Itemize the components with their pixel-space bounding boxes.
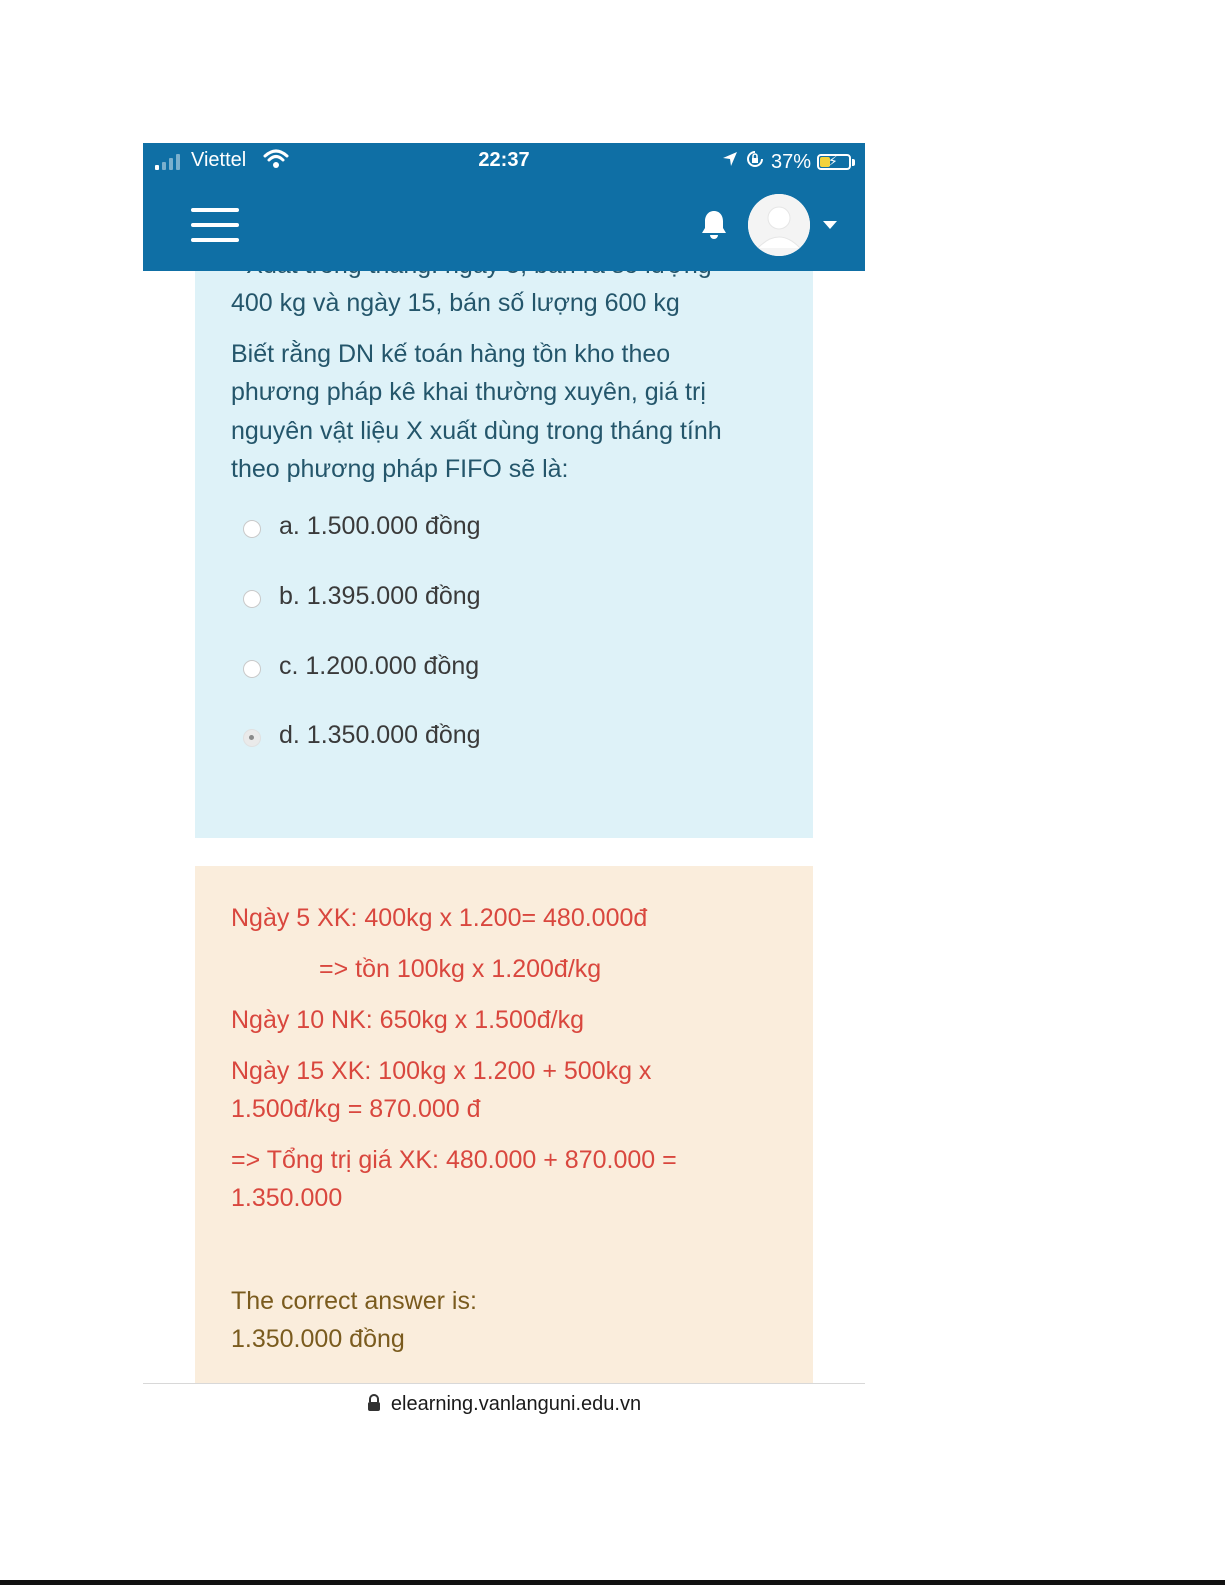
avatar[interactable] [748, 194, 810, 256]
option-label: d. 1.350.000 đồng [279, 721, 481, 749]
top-navbar [143, 181, 865, 271]
battery-charging-icon: ⚡ [817, 154, 851, 170]
question-prompt-line: Biết rằng DN kế toán hàng tồn kho theo [231, 340, 671, 368]
correct-answer-label: The correct answer is: [231, 1287, 477, 1315]
browser-url-bar[interactable] [143, 1383, 865, 1424]
feedback-line: 1.500đ/kg = 870.000 đ [231, 1095, 481, 1123]
option-label: b. 1.395.000 đồng [279, 582, 481, 610]
feedback-line: => Tổng trị giá XK: 480.000 + 870.000 = [231, 1146, 677, 1174]
page-content [143, 271, 865, 1383]
answer-option-a[interactable] [243, 506, 481, 546]
clock-time: 22:37 [478, 149, 530, 171]
radio-button[interactable] [243, 590, 261, 608]
feedback-line: Ngày 5 XK: 400kg x 1.200= 480.000đ [231, 904, 648, 932]
option-label: a. 1.500.000 đồng [279, 512, 481, 540]
feedback-line: => tồn 100kg x 1.200đ/kg [319, 955, 602, 983]
bell-icon[interactable] [699, 209, 729, 241]
location-arrow-icon [721, 150, 739, 174]
question-prompt-line: nguyên vật liệu X xuất dùng trong tháng tính [231, 417, 722, 445]
caret-down-icon[interactable] [823, 221, 837, 229]
radio-button[interactable] [243, 660, 261, 678]
feedback-line: Ngày 10 NK: 650kg x 1.500đ/kg [231, 1006, 585, 1034]
option-label: c. 1.200.000 đồng [279, 652, 480, 680]
answer-option-d[interactable] [243, 715, 481, 755]
feedback-card [195, 866, 813, 1396]
status-bar [143, 143, 865, 181]
url-text: elearning.vanlanguni.edu.vn [390, 1392, 642, 1415]
lock-icon [367, 1394, 381, 1418]
hamburger-menu-icon[interactable] [191, 208, 239, 244]
radio-button-selected[interactable] [243, 729, 261, 747]
radio-button[interactable] [243, 520, 261, 538]
carrier-name: Viettel [191, 149, 247, 171]
feedback-line: 1.350.000 [231, 1184, 343, 1212]
question-prompt-line: phương pháp kê khai thường xuyên, giá trị [231, 378, 706, 406]
page-bottom-border [0, 1580, 1225, 1585]
phone-screen [143, 143, 865, 1423]
answer-option-b[interactable] [243, 576, 481, 616]
answer-option-c[interactable] [243, 646, 479, 686]
rotation-lock-icon [745, 149, 765, 175]
correct-answer-value: 1.350.000 đồng [231, 1325, 405, 1353]
feedback-line: Ngày 15 XK: 100kg x 1.200 + 500kg x [231, 1057, 652, 1085]
question-card [195, 249, 813, 838]
question-prompt-line: theo phương pháp FIFO sẽ là: [231, 455, 569, 483]
question-text-line: 400 kg và ngày 15, bán số lượng 600 kg [231, 289, 680, 317]
battery-percent: 37% [770, 150, 811, 173]
